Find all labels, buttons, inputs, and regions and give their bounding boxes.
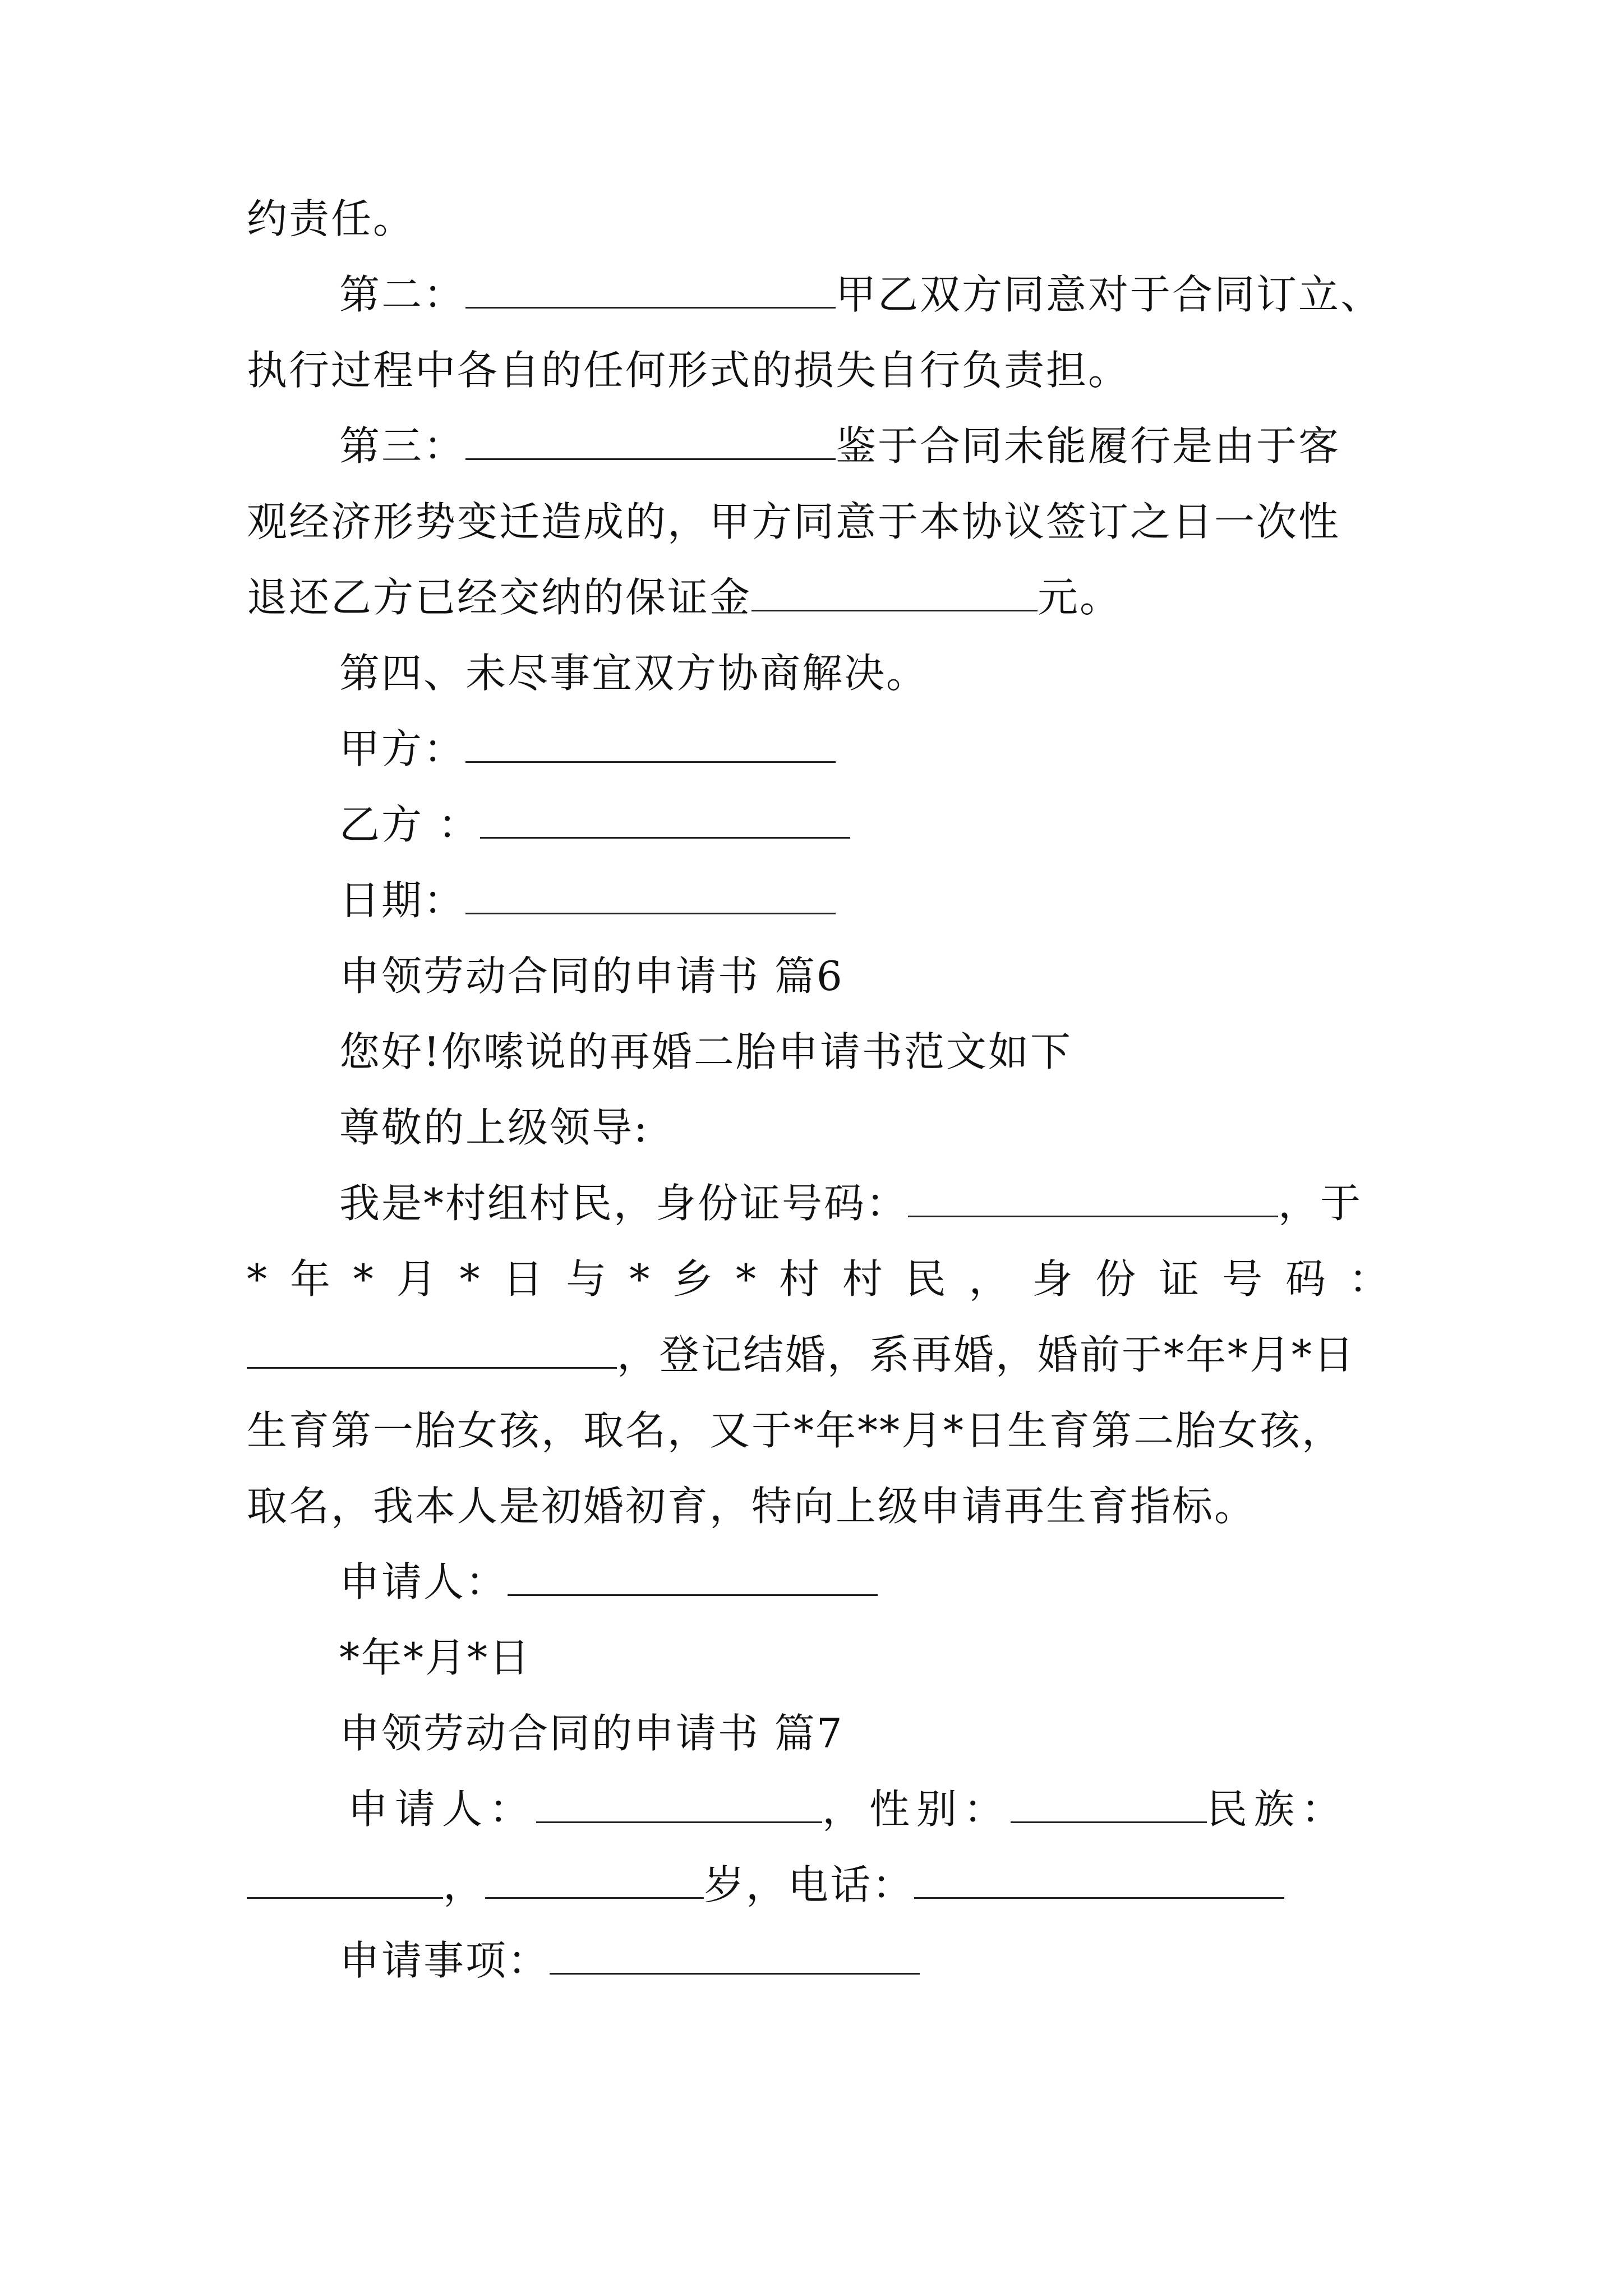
char: 月 <box>396 1255 439 1303</box>
text: 甲乙双方同意对于合同订立、 <box>836 271 1383 318</box>
text-line <box>247 1402 1344 1458</box>
date-text <box>339 1630 531 1686</box>
applicant-line <box>339 1554 878 1610</box>
party-b-blank[interactable] <box>480 801 850 839</box>
text: 乙方 ： <box>339 801 480 848</box>
char: 码 <box>1285 1255 1327 1303</box>
deposit-amount-blank[interactable] <box>751 574 1038 611</box>
text: 申请事项： <box>339 1937 550 1984</box>
text: 申请人： <box>348 1786 537 1833</box>
text: 第二： <box>339 271 466 318</box>
text-line <box>247 342 1130 398</box>
text: ， <box>443 1861 486 1908</box>
text: 申领劳动合同的申请书 篇6 <box>339 953 844 1000</box>
party-a-line <box>339 721 836 777</box>
text: *年*月*日 <box>339 1634 532 1681</box>
justified-line <box>247 1251 1391 1307</box>
text: 元。 <box>1038 574 1122 621</box>
clause-two-line <box>339 266 1382 323</box>
text: ，登记结婚，系再婚，婚前于*年*月*日 <box>617 1331 1356 1378</box>
text: 甲方： <box>339 725 466 772</box>
text-line <box>247 1478 1256 1534</box>
application-item-line <box>339 1932 920 1989</box>
salutation <box>339 1099 649 1156</box>
char: ： <box>1348 1255 1391 1303</box>
phone-blank[interactable] <box>914 1861 1284 1899</box>
char: 日 <box>502 1255 545 1303</box>
blank-field[interactable] <box>465 422 836 460</box>
text-line <box>247 494 1340 550</box>
char: 证 <box>1159 1255 1201 1303</box>
char: * <box>247 1255 269 1303</box>
text: 尊敬的上级领导: <box>339 1104 649 1151</box>
text: 岁，电话： <box>704 1861 915 1908</box>
age-blank[interactable] <box>485 1861 704 1899</box>
char: 号 <box>1222 1255 1265 1303</box>
id-number-line <box>339 1175 1362 1231</box>
text: 约责任。 <box>247 195 416 242</box>
char: 乡 <box>672 1255 715 1303</box>
party-b-line <box>339 797 850 853</box>
char: 年 <box>289 1255 332 1303</box>
char: 身 <box>1032 1255 1075 1303</box>
char: * <box>459 1255 482 1303</box>
text: 申请人： <box>339 1558 508 1605</box>
text: 取名，我本人是初婚初育，特向上级申请再生育指标。 <box>247 1483 1257 1530</box>
text: 第四、未尽事宜双方协商解决。 <box>339 650 929 697</box>
date-blank[interactable] <box>465 877 836 914</box>
text: 生育第一胎女孩，取名，又于*年**月*日生育第二胎女孩， <box>247 1407 1344 1454</box>
applicant-blank[interactable] <box>508 1558 878 1596</box>
char: * <box>353 1255 375 1303</box>
age-phone-line <box>247 1857 1284 1913</box>
char: 村 <box>778 1255 821 1303</box>
ethnicity-blank[interactable] <box>247 1861 443 1899</box>
text-line <box>339 1024 1072 1080</box>
char: * <box>629 1255 652 1303</box>
text: 您好!你嗦说的再婚二胎申请书范文如下 <box>339 1028 1072 1075</box>
party-a-blank[interactable] <box>465 725 836 763</box>
deposit-line <box>247 569 1122 625</box>
text: 观经济形势变迁造成的，甲方同意于本协议签订之日一次性 <box>247 498 1341 545</box>
id-number-blank[interactable] <box>247 1331 617 1369</box>
char: * <box>735 1255 758 1303</box>
id-number-blank[interactable] <box>908 1180 1278 1217</box>
text: 我是*村组村民，身份证号码： <box>339 1180 909 1227</box>
marriage-line <box>247 1327 1355 1383</box>
clause-three-line <box>339 418 1340 474</box>
text-line <box>247 191 415 247</box>
section-heading <box>339 1705 844 1761</box>
text: ，性别： <box>822 1786 1011 1833</box>
char: ， <box>969 1255 1011 1303</box>
char: 份 <box>1095 1255 1138 1303</box>
text: 日期： <box>339 877 466 924</box>
applicant-info-line <box>348 1781 1348 1837</box>
text: 第三： <box>339 422 466 470</box>
text: ，于 <box>1278 1180 1363 1227</box>
char: 与 <box>566 1255 608 1303</box>
text-line <box>339 645 928 701</box>
text: 鉴于合同未能履行是由于客 <box>836 422 1341 470</box>
text: 申领劳动合同的申请书 篇7 <box>339 1710 844 1757</box>
text: 退还乙方已经交纳的保证金 <box>247 574 752 621</box>
text: 民族： <box>1207 1786 1349 1833</box>
char: 民 <box>905 1255 948 1303</box>
blank-field[interactable] <box>465 271 836 309</box>
text: 执行过程中各自的任何形式的损失自行负责担。 <box>247 347 1131 394</box>
gender-blank[interactable] <box>1011 1786 1207 1823</box>
section-heading <box>339 948 844 1004</box>
application-item-blank[interactable] <box>550 1937 920 1975</box>
char: 村 <box>842 1255 884 1303</box>
applicant-name-blank[interactable] <box>536 1786 822 1823</box>
date-line <box>339 872 836 928</box>
